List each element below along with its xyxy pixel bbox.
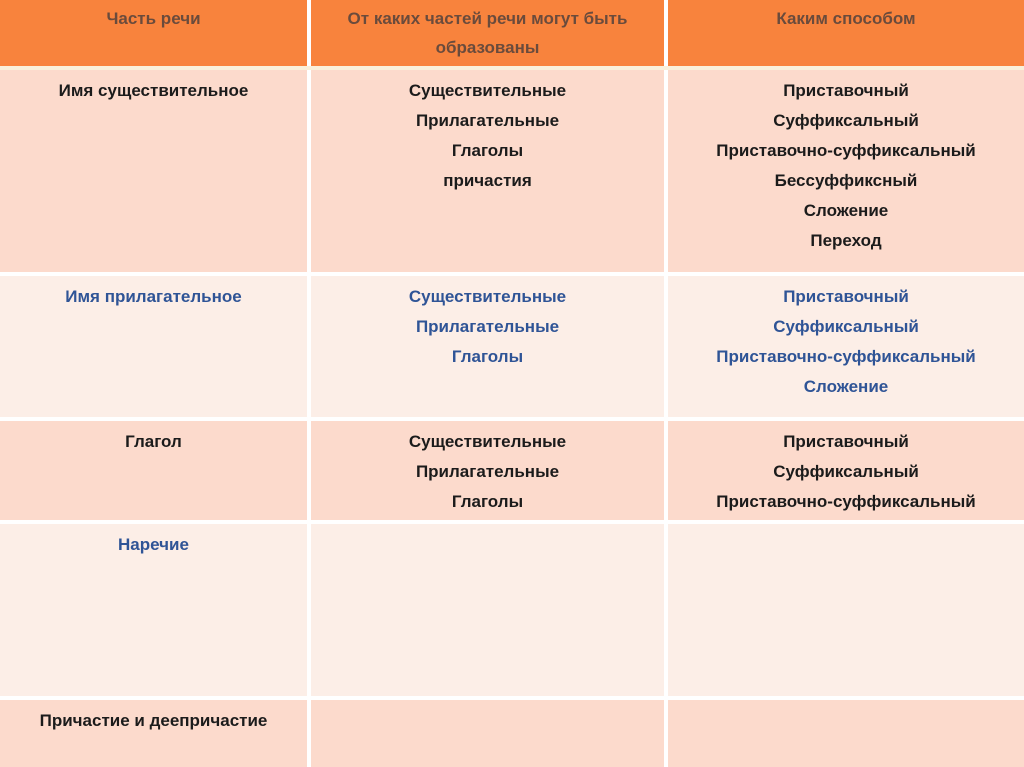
cell-part-of-speech-participle	[0, 700, 307, 767]
cell-derived-from-participle-empty	[311, 700, 664, 767]
header-derived-from: От каких частей речи могут быть образованы	[311, 0, 664, 66]
derived-from-line: Глаголы	[451, 347, 524, 366]
cell-part-of-speech-adjective	[0, 276, 307, 417]
cell-derived-from-adjective	[311, 276, 664, 417]
derived-from-line: Существительные	[408, 81, 567, 100]
method-line: Бессуффиксный	[774, 171, 918, 190]
cell-derived-from-verb	[311, 421, 664, 520]
cell-part-of-speech-adverb	[0, 524, 307, 696]
method-line: Переход	[810, 231, 882, 250]
derived-from-line: Прилагательные	[415, 111, 560, 130]
header-divider	[0, 66, 1024, 70]
cell-part-of-speech-noun	[0, 70, 307, 272]
method-line: Приставочный	[783, 81, 909, 100]
part-of-speech-label: Глагол	[125, 432, 182, 451]
derived-from-line: Существительные	[408, 287, 567, 306]
part-of-speech-label: Наречие	[118, 535, 189, 554]
derived-from-line: Глаголы	[451, 141, 524, 160]
method-line: Суффиксальный	[773, 462, 919, 481]
method-line: Приставочно-суффиксальный	[716, 141, 976, 160]
cell-methods-noun	[668, 70, 1024, 272]
cell-methods-participle-empty	[668, 700, 1024, 767]
cell-derived-from-noun	[311, 70, 664, 272]
derived-from-line: Глаголы	[451, 492, 524, 511]
method-line: Приставочно-суффиксальный	[716, 347, 976, 366]
part-of-speech-label: Причастие и деепричастие	[39, 711, 268, 730]
cell-derived-from-adverb-empty	[311, 524, 664, 696]
cell-methods-adverb-empty	[668, 524, 1024, 696]
method-line: Суффиксальный	[773, 111, 919, 130]
part-of-speech-label: Имя прилагательное	[65, 287, 242, 306]
cell-part-of-speech-verb	[0, 421, 307, 520]
method-line: Приставочный	[783, 287, 909, 306]
method-line: Сложение	[803, 201, 889, 220]
derived-from-line: Прилагательные	[415, 462, 560, 481]
method-line: Приставочный	[783, 432, 909, 451]
derived-from-line: Существительные	[408, 432, 567, 451]
method-line: Суффиксальный	[773, 317, 919, 336]
cell-methods-verb	[668, 421, 1024, 520]
cell-methods-adjective	[668, 276, 1024, 417]
derived-from-line: причастия	[443, 171, 532, 190]
method-line: Сложение	[803, 377, 889, 396]
method-line: Приставочно-суффиксальный	[716, 492, 976, 511]
part-of-speech-label: Имя существительное	[58, 81, 249, 100]
header-method: Каким способом	[668, 0, 1024, 66]
derived-from-line: Прилагательные	[415, 317, 560, 336]
header-part-of-speech: Часть речи	[0, 0, 307, 66]
